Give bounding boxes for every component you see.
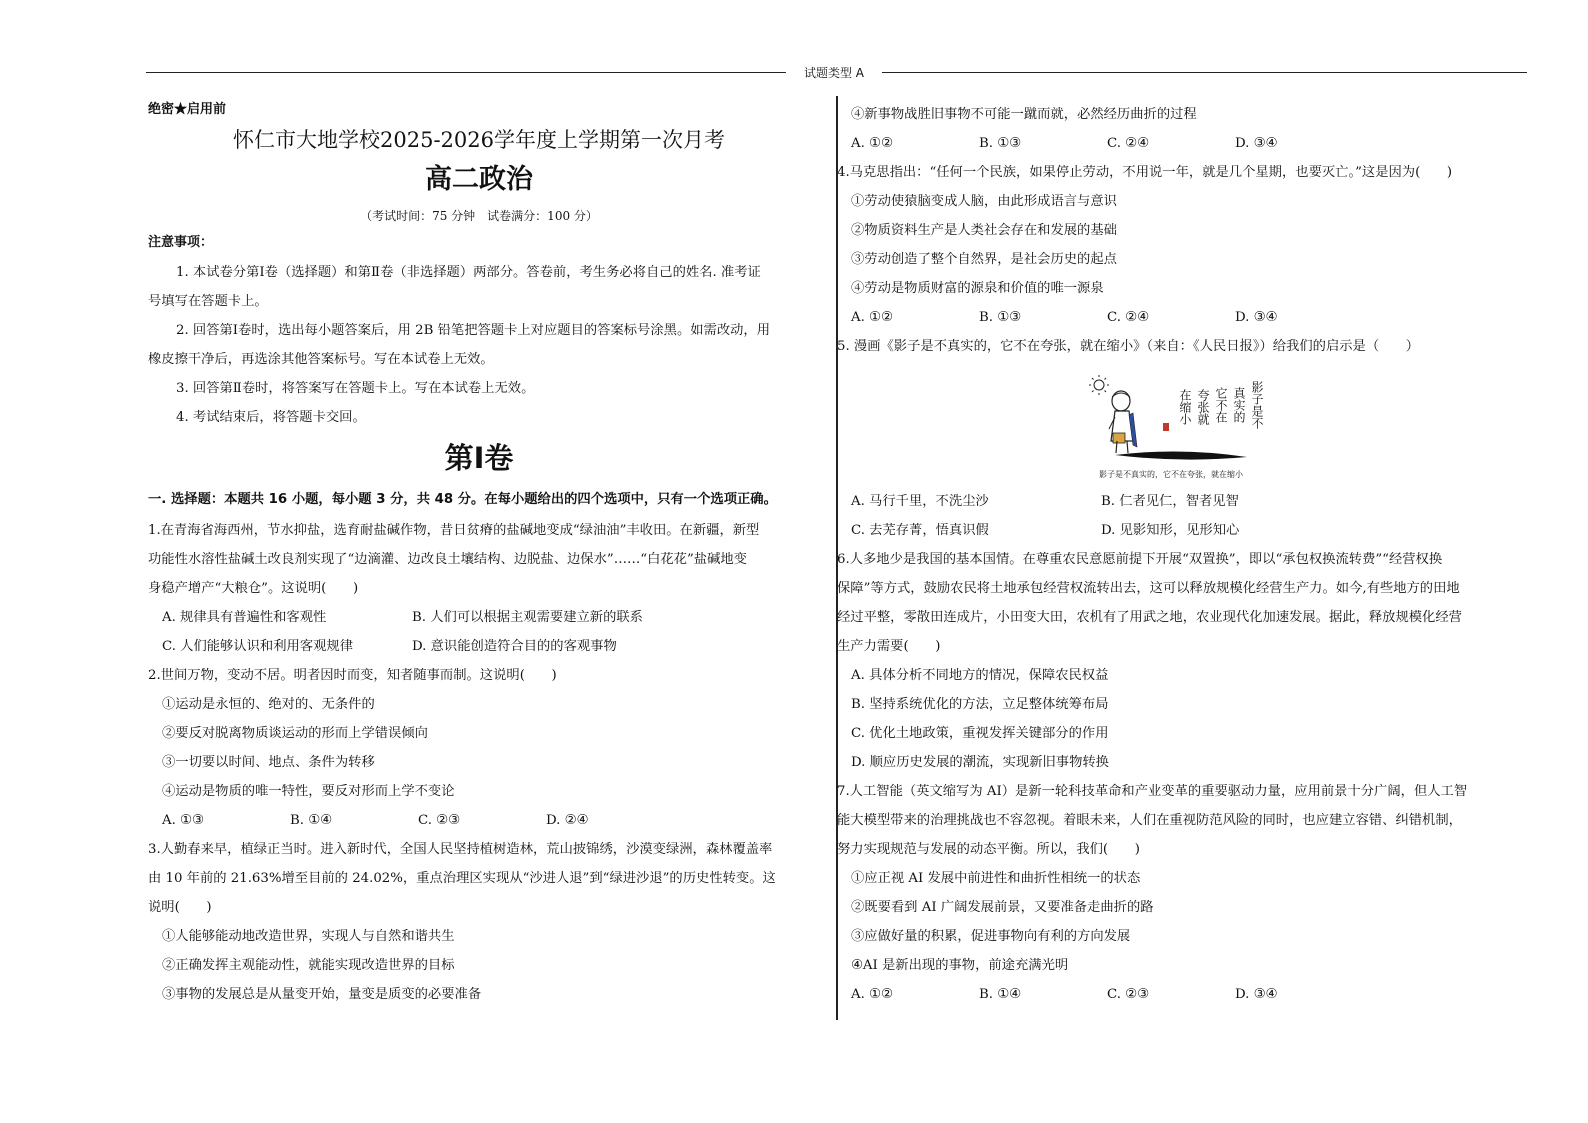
q4-option-b[interactable]: B. ①③: [979, 310, 1022, 325]
q6-option-d[interactable]: D. 顺应历史发展的潮流，实现新旧事物转换: [851, 755, 1109, 770]
q7-option-d[interactable]: D. ③④: [1235, 987, 1278, 1002]
q6-option-a[interactable]: A. 具体分析不同地方的情况，保障农民权益: [851, 668, 1109, 683]
subject-title: 高二政治: [425, 164, 533, 195]
q5-options-row2: [851, 516, 1521, 545]
q2-options: [148, 806, 810, 835]
q6-stem-end: 生产力需要( ): [837, 639, 941, 654]
q1-stem: 1.在青海省海西州，节水抑盐，选育耐盐碱作物，昔日贫瘠的盐碱地变成“绿油油”丰收田。在新疆，新型: [148, 523, 760, 538]
q4-item-3: ③劳动创造了整个自然界，是社会历史的起点: [851, 252, 1117, 267]
q5-option-c[interactable]: C. 去芜存菁，悟真识假: [851, 523, 989, 538]
note-1: 1. 本试卷分第Ⅰ卷（选择题）和第Ⅱ卷（非选择题）两部分。答卷前，考生务必将自己的姓名. 准考证: [176, 265, 761, 280]
q3-option-d[interactable]: D. ③④: [1235, 136, 1278, 151]
q5-option-a[interactable]: A. 马行千里，不洗尘沙: [851, 494, 989, 509]
q1-option-a[interactable]: A. 规律具有普遍性和客观性: [162, 610, 327, 625]
cartoon-calligraphy: [1178, 381, 1264, 429]
calligraphy-col-4: 夸张就: [1196, 389, 1210, 425]
section-heading: 一. 选择题：本题共 16 小题，每小题 3 分，共 48 分。在每小题给出的四个选项中，只有一个选项正确。: [148, 492, 777, 507]
q7-options: [851, 980, 1521, 1009]
q2-item-3: ③一切要以时间、地点、条件为转移: [162, 755, 375, 770]
q2-option-b[interactable]: B. ①④: [290, 813, 333, 828]
q1-option-d[interactable]: D. 意识能创造符合目的的客观事物: [412, 639, 617, 654]
q4-option-d[interactable]: D. ③④: [1235, 310, 1278, 325]
q3-option-c[interactable]: C. ②④: [1107, 136, 1149, 151]
q5-stem: 5. 漫画《影子是不真实的，它不在夸张，就在缩小》（来自：《人民日报》）给我们的启示是（ ）: [837, 339, 1420, 354]
q1-options-row2: [148, 632, 810, 661]
note-1-cont: 号填写在答题卡上。: [148, 294, 268, 309]
header-rule-right: [882, 72, 1527, 73]
note-2: 2. 回答第Ⅰ卷时，选出每小题答案后，用 2B 铅笔把答题卡上对应题目的答案标号涂黑。如需改动，用: [176, 323, 771, 338]
secret-mark: 绝密★启用前: [148, 102, 227, 117]
note-4: 4. 考试结束后，将答题卡交回。: [176, 410, 366, 425]
q1-stem-end: 身稳产增产“大粮仓”。这说明( ): [148, 581, 359, 596]
q7-item-2: ②既要看到 AI 广阔发展前景，又要准备走曲折的路: [851, 900, 1154, 915]
q7-item-1: ①应正视 AI 发展中前进性和曲折性相统一的状态: [851, 871, 1141, 886]
calligraphy-col-2: 真实的: [1232, 387, 1246, 423]
q6-option-b[interactable]: B. 坚持系统优化的方法，立足整体统筹布局: [851, 697, 1109, 712]
calligraphy-col-3: 它不在: [1214, 387, 1228, 423]
q2-option-a[interactable]: A. ①③: [162, 813, 204, 828]
volume-title: 第Ⅰ卷: [444, 441, 514, 475]
q1-options-row1: [148, 603, 810, 632]
q7-item-3: ③应做好量的积累，促进事物向有利的方向发展: [851, 929, 1131, 944]
q4-item-2: ②物质资料生产是人类社会存在和发展的基础: [851, 223, 1117, 238]
q4-item-1: ①劳动使猿脑变成人脑，由此形成语言与意识: [851, 194, 1117, 209]
cartoon-caption: 影子是不真实的，它不在夸张，就在缩小: [1099, 470, 1243, 479]
q3-item-1: ①人能够能动地改造世界，实现人与自然和谐共生: [162, 929, 455, 944]
q6-option-c[interactable]: C. 优化土地政策，重视发挥关键部分的作用: [851, 726, 1109, 741]
q4-option-c[interactable]: C. ②④: [1107, 310, 1149, 325]
left-column: [148, 100, 810, 1009]
exam-time-info: （考试时间：75 分钟 试卷满分：100 分）: [360, 209, 598, 223]
q3-option-b[interactable]: B. ①③: [979, 136, 1022, 151]
note-3: 3. 回答第Ⅱ卷时，将答案写在答题卡上。写在本试卷上无效。: [176, 381, 535, 396]
q3-stem-cont: 由 10 年前的 21.63%增至目前的 24.02%，重点治理区实现从“沙进人退”到“绿进沙退”的历史性转变。这: [148, 871, 776, 886]
q7-option-c[interactable]: C. ②③: [1107, 987, 1149, 1002]
q7-stem-end: 努力实现规范与发展的动态平衡。所以，我们( ): [837, 842, 1140, 857]
q3-item-2: ②正确发挥主观能动性，就能实现改造世界的目标: [162, 958, 455, 973]
q4-item-4: ④劳动是物质财富的源泉和价值的唯一源泉: [851, 281, 1104, 296]
cartoon-illustration: [1071, 367, 1271, 483]
header-rule-left: [146, 72, 786, 73]
q7-option-a[interactable]: A. ①②: [851, 987, 893, 1002]
q2-item-4: ④运动是物质的唯一特性，要反对形而上学不变论: [162, 784, 455, 799]
q6-stem: 6.人多地少是我国的基本国情。在尊重农民意愿前提下开展“双置换”，即以“承包权换流转费”“经营权换: [837, 552, 1443, 567]
notes-heading: 注意事项：: [148, 235, 214, 250]
q2-option-d[interactable]: D. ②④: [546, 813, 589, 828]
q3-option-a[interactable]: A. ①②: [851, 136, 893, 151]
q2-item-2: ②要反对脱离物质谈运动的形而上学错误倾向: [162, 726, 428, 741]
q5-option-b[interactable]: B. 仁者见仁，智者见智: [1101, 494, 1239, 509]
exam-title: 怀仁市大地学校2025-2026学年度上学期第一次月考: [233, 128, 725, 152]
q7-stem-cont: 能大模型带来的治理挑战也不容忽视。着眼未来，人们在重视防范风险的同时，也应建立容错、纠错机制，: [837, 813, 1462, 828]
q5-options-row1: [851, 487, 1521, 516]
q6-stem-cont2: 经过平整，零散田连成片，小田变大田，农机有了用武之地，农业现代化加速发展。据此，释放规模化经营: [837, 610, 1462, 625]
shadow-cartoon: [851, 367, 1521, 483]
calligraphy-col-1: 影子是不: [1250, 381, 1264, 429]
q2-stem: 2.世间万物，变动不居。明者因时而变，知者随事而制。这说明( ): [148, 668, 557, 683]
q1-option-b[interactable]: B. 人们可以根据主观需要建立新的联系: [412, 610, 643, 625]
q6-stem-cont1: 保障”等方式，鼓励农民将土地承包经营权流转出去，这可以释放规模化经营生产力。如今,有些地方的田地: [837, 581, 1460, 596]
q3-item-4: ④新事物战胜旧事物不可能一蹴而就，必然经历曲折的过程: [851, 107, 1197, 122]
exam-type-label: 试题类型 A: [803, 66, 865, 80]
q7-item-4: ④AI 是新出现的事物，前途充满光明: [851, 958, 1069, 973]
calligraphy-col-5: 在缩小: [1178, 389, 1192, 425]
q3-options: [851, 129, 1521, 158]
q4-option-a[interactable]: A. ①②: [851, 310, 893, 325]
q1-option-c[interactable]: C. 人们能够认识和利用客观规律: [162, 639, 354, 654]
q3-item-3: ③事物的发展总是从量变开始，量变是质变的必要准备: [162, 987, 482, 1002]
q3-stem: 3.人勤春来早，植绿正当时。进入新时代，全国人民坚持植树造林，荒山披锦绣，沙漠变绿洲，森林覆盖率: [148, 842, 773, 857]
q1-stem-cont: 功能性水溶性盐碱土改良剂实现了“边滴灌、边改良土壤结构、边脱盐、边保水”……“白花花”盐碱地变: [148, 552, 747, 567]
q3-stem-end: 说明( ): [148, 900, 212, 915]
q4-options: [851, 303, 1521, 332]
right-column: [837, 100, 1521, 1009]
q2-option-c[interactable]: C. ②③: [418, 813, 460, 828]
q7-option-b[interactable]: B. ①④: [979, 987, 1022, 1002]
note-2-cont: 橡皮擦干净后，再选涂其他答案标号。写在本试卷上无效。: [148, 352, 494, 367]
q7-stem: 7.人工智能（英文缩写为 AI）是新一轮科技革命和产业变革的重要驱动力量，应用前景十分广阔，但人工智: [837, 784, 1468, 799]
q4-stem: 4.马克思指出：“任何一个民族，如果停止劳动，不用说一年，就是几个星期，也要灭亡。”这是因为( ): [837, 165, 1453, 180]
q5-option-d[interactable]: D. 见影知形，见形知心: [1101, 523, 1240, 538]
q2-item-1: ①运动是永恒的、绝对的、无条件的: [162, 697, 375, 712]
